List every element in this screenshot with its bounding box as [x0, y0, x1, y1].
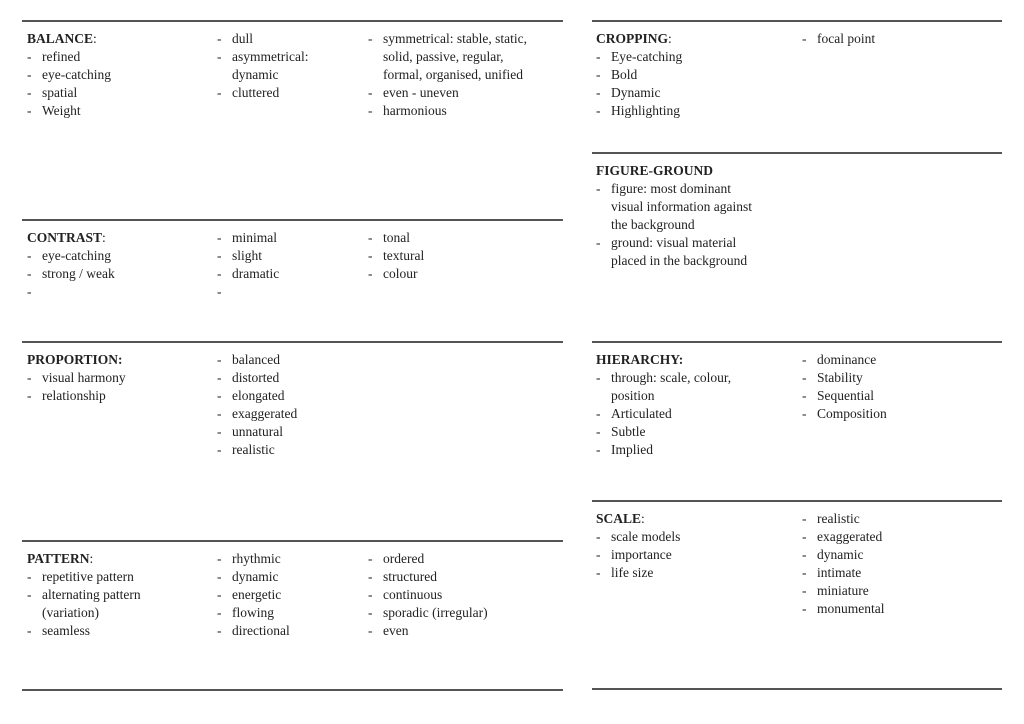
section-figure-ground [592, 152, 1002, 343]
item-text: exaggerated [817, 529, 883, 544]
section-column [596, 30, 682, 120]
list-item [27, 48, 111, 66]
item-text: elongated [232, 388, 285, 403]
bullet-dash: - [596, 85, 601, 100]
list-item [217, 423, 297, 441]
section-column [27, 351, 126, 405]
bullet-dash: - [596, 442, 601, 457]
item-text: rhythmic [232, 551, 281, 566]
list-item [27, 586, 141, 622]
section-cropping [592, 20, 1002, 154]
bullet-dash: - [27, 370, 32, 385]
list-item [596, 405, 731, 423]
item-text: Dynamic [611, 85, 661, 100]
section-column [217, 229, 279, 301]
item-text: distorted [232, 370, 280, 385]
item-text: visual harmony [42, 370, 126, 385]
bullet-dash: - [217, 587, 222, 602]
item-text: ordered [383, 551, 425, 566]
section-heading [596, 30, 682, 48]
list-item [596, 180, 752, 234]
section-heading [27, 351, 126, 369]
item-text: harmonious [383, 103, 447, 118]
bullet-dash: - [27, 284, 32, 299]
item-text: exaggerated [232, 406, 298, 421]
item-text: even - uneven [383, 85, 459, 100]
section-column [596, 510, 680, 582]
item-text: symmetrical: stable, static, solid, passive, regular, formal, organised, unified [383, 31, 527, 82]
list-item [802, 528, 885, 546]
list-item [368, 568, 488, 586]
bullet-dash: - [596, 235, 601, 250]
list-item [27, 387, 126, 405]
item-text: Eye-catching [611, 49, 683, 64]
section-heading [596, 510, 680, 528]
heading-label: CONTRAST [27, 230, 103, 245]
bullet-dash: - [217, 623, 222, 638]
item-text: Implied [611, 442, 653, 457]
item-text: realistic [817, 511, 860, 526]
list-item [217, 369, 297, 387]
list-item [217, 550, 290, 568]
bullet-dash: - [27, 587, 32, 602]
bullet-dash: - [27, 248, 32, 263]
item-text: textural [383, 248, 425, 263]
section-column [596, 351, 731, 459]
list-item [802, 564, 885, 582]
bullet-dash: - [27, 266, 32, 281]
item-text: Stability [817, 370, 863, 385]
item-text: dramatic [232, 266, 280, 281]
heading-suffix: : [89, 551, 94, 566]
bullet-dash: - [802, 511, 807, 526]
bullet-dash: - [27, 67, 32, 82]
section-scale [592, 500, 1002, 690]
item-text: miniature [817, 583, 869, 598]
item-text: monumental [817, 601, 885, 616]
bullet-dash: - [802, 529, 807, 544]
list-item [368, 30, 527, 84]
list-item [368, 229, 424, 247]
list-item [27, 247, 115, 265]
list-item [217, 84, 308, 102]
list-item [217, 387, 297, 405]
bullet-dash: - [368, 103, 373, 118]
list-item [596, 66, 682, 84]
bullet-dash: - [217, 370, 222, 385]
item-text: balanced [232, 352, 280, 367]
heading-label: HIERARCHY: [596, 352, 684, 367]
section-heading [596, 162, 752, 180]
list-item [368, 622, 488, 640]
bullet-dash: - [217, 230, 222, 245]
item-text: dynamic [232, 569, 279, 584]
item-text: importance [611, 547, 672, 562]
heading-suffix: : [93, 31, 97, 46]
bullet-dash: - [217, 388, 222, 403]
bottom-rule-right [592, 688, 1002, 690]
item-text: realistic [232, 442, 275, 457]
item-text: Sequential [817, 388, 874, 403]
bullet-dash: - [596, 370, 601, 385]
section-heading [27, 550, 141, 568]
item-text: continuous [383, 587, 443, 602]
item-text: Highlighting [611, 103, 681, 118]
list-item [27, 265, 115, 283]
list-item [217, 586, 290, 604]
list-item [596, 528, 680, 546]
list-item [217, 283, 279, 301]
bullet-dash: - [368, 569, 373, 584]
list-item [368, 550, 488, 568]
list-item [802, 351, 887, 369]
item-text: dominance [817, 352, 877, 367]
item-text: dull [232, 31, 254, 46]
list-item [368, 604, 488, 622]
heading-label: BALANCE [27, 31, 94, 46]
bullet-dash: - [368, 31, 373, 46]
list-item [596, 423, 731, 441]
bullet-dash: - [217, 605, 222, 620]
list-item [217, 622, 290, 640]
item-text: even [383, 623, 409, 638]
list-item [368, 586, 488, 604]
section-column [27, 550, 141, 640]
list-item [596, 546, 680, 564]
bullet-dash: - [217, 406, 222, 421]
bullet-dash: - [368, 605, 373, 620]
bullet-dash: - [802, 547, 807, 562]
bullet-dash: - [217, 551, 222, 566]
item-text: life size [611, 565, 654, 580]
item-text: colour [383, 266, 418, 281]
item-text: eye-catching [42, 248, 111, 263]
list-item [217, 568, 290, 586]
section-column [596, 162, 752, 270]
item-text: alternating pattern (variation) [42, 587, 141, 620]
section-column [27, 30, 111, 120]
heading-label: FIGURE-GROUND [596, 163, 713, 178]
item-text: through: scale, colour, position [611, 370, 732, 403]
list-item [596, 102, 682, 120]
item-text: focal point [817, 31, 876, 46]
section-heading [596, 351, 731, 369]
item-text: seamless [42, 623, 90, 638]
bullet-dash: - [27, 388, 32, 403]
heading-label: PATTERN [27, 551, 90, 566]
bullet-dash: - [802, 601, 807, 616]
list-item [802, 582, 885, 600]
bullet-dash: - [27, 623, 32, 638]
bullet-dash: - [368, 85, 373, 100]
list-item [802, 510, 885, 528]
item-text: unnatural [232, 424, 283, 439]
item-text: cluttered [232, 85, 280, 100]
bullet-dash: - [802, 352, 807, 367]
bullet-dash: - [596, 67, 601, 82]
section-column [217, 351, 297, 459]
item-text: sporadic (irregular) [383, 605, 488, 620]
bullet-dash: - [596, 547, 601, 562]
list-item [217, 265, 279, 283]
bullet-dash: - [27, 569, 32, 584]
section-balance [22, 20, 563, 221]
item-text: directional [232, 623, 290, 638]
heading-label: PROPORTION: [27, 352, 123, 367]
list-item [368, 265, 424, 283]
bullet-dash: - [368, 266, 373, 281]
item-text: relationship [42, 388, 106, 403]
bullet-dash: - [217, 442, 222, 457]
bullet-dash: - [217, 266, 222, 281]
bullet-dash: - [27, 85, 32, 100]
bullet-dash: - [217, 424, 222, 439]
item-text: structured [383, 569, 437, 584]
item-text: Bold [611, 67, 638, 82]
item-text: flowing [232, 605, 274, 620]
item-text: eye-catching [42, 67, 111, 82]
item-text: Articulated [611, 406, 672, 421]
item-text: figure: most dominant visual information against the background [611, 181, 752, 232]
list-item [27, 84, 111, 102]
bullet-dash: - [802, 31, 807, 46]
section-column [802, 351, 887, 423]
bullet-dash: - [217, 248, 222, 263]
bullet-dash: - [802, 370, 807, 385]
section-column [27, 229, 115, 301]
list-item [27, 283, 115, 301]
section-column [217, 550, 290, 640]
item-text: Weight [42, 103, 81, 118]
list-item [596, 441, 731, 459]
list-item [368, 102, 527, 120]
bullet-dash: - [368, 623, 373, 638]
item-text: Subtle [611, 424, 646, 439]
bullet-dash: - [802, 565, 807, 580]
bullet-dash: - [217, 85, 222, 100]
section-heading [27, 30, 111, 48]
section-column [368, 550, 488, 640]
list-item [596, 369, 731, 405]
list-item [802, 30, 875, 48]
heading-label: CROPPING [596, 31, 668, 46]
section-column [802, 30, 875, 48]
list-item [802, 600, 885, 618]
section-pattern [22, 540, 563, 691]
list-item [217, 48, 308, 84]
item-text: strong / weak [42, 266, 115, 281]
list-item [217, 30, 308, 48]
section-heading [27, 229, 115, 247]
item-text: asymmetrical: dynamic [232, 49, 309, 82]
list-item [802, 369, 887, 387]
item-text: refined [42, 49, 81, 64]
item-text: tonal [383, 230, 410, 245]
bullet-dash: - [217, 49, 222, 64]
list-item [27, 568, 141, 586]
bullet-dash: - [368, 230, 373, 245]
bullet-dash: - [368, 551, 373, 566]
item-text: slight [232, 248, 263, 263]
bullet-dash: - [802, 583, 807, 598]
section-contrast [22, 219, 563, 343]
section-hierarchy [592, 341, 1002, 502]
bullet-dash: - [596, 529, 601, 544]
list-item [802, 387, 887, 405]
list-item [596, 48, 682, 66]
list-item [217, 405, 297, 423]
bullet-dash: - [368, 248, 373, 263]
heading-label: SCALE [596, 511, 642, 526]
list-item [27, 66, 111, 84]
list-item [217, 351, 297, 369]
item-text: scale models [611, 529, 681, 544]
bullet-dash: - [368, 587, 373, 602]
heading-suffix: : [668, 31, 672, 46]
bullet-dash: - [217, 284, 222, 299]
list-item [596, 234, 752, 270]
bullet-dash: - [596, 424, 601, 439]
heading-suffix: : [641, 511, 645, 526]
item-text: dynamic [817, 547, 864, 562]
item-text: spatial [42, 85, 78, 100]
bullet-dash: - [596, 406, 601, 421]
section-column [368, 30, 527, 120]
section-column [368, 229, 424, 283]
list-item [596, 564, 680, 582]
bullet-dash: - [802, 406, 807, 421]
heading-suffix: : [102, 230, 106, 245]
bullet-dash: - [27, 49, 32, 64]
list-item [596, 84, 682, 102]
list-item [217, 229, 279, 247]
section-column [802, 510, 885, 618]
bullet-dash: - [596, 181, 601, 196]
section-column [217, 30, 308, 102]
item-text: ground: visual material placed in the background [611, 235, 748, 268]
bullet-dash: - [802, 388, 807, 403]
list-item [27, 622, 141, 640]
list-item [802, 546, 885, 564]
section-proportion [22, 341, 563, 542]
bullet-dash: - [217, 352, 222, 367]
bullet-dash: - [217, 569, 222, 584]
item-text: intimate [817, 565, 862, 580]
list-item [217, 441, 297, 459]
list-item [217, 247, 279, 265]
list-item [368, 247, 424, 265]
item-text: repetitive pattern [42, 569, 134, 584]
bullet-dash: - [596, 49, 601, 64]
bullet-dash: - [596, 103, 601, 118]
list-item [27, 369, 126, 387]
item-text: minimal [232, 230, 277, 245]
bullet-dash: - [217, 31, 222, 46]
list-item [217, 604, 290, 622]
item-text: energetic [232, 587, 282, 602]
bullet-dash: - [27, 103, 32, 118]
list-item [368, 84, 527, 102]
bullet-dash: - [596, 565, 601, 580]
item-text: Composition [817, 406, 887, 421]
bottom-rule-left [22, 689, 563, 691]
list-item [27, 102, 111, 120]
list-item [802, 405, 887, 423]
